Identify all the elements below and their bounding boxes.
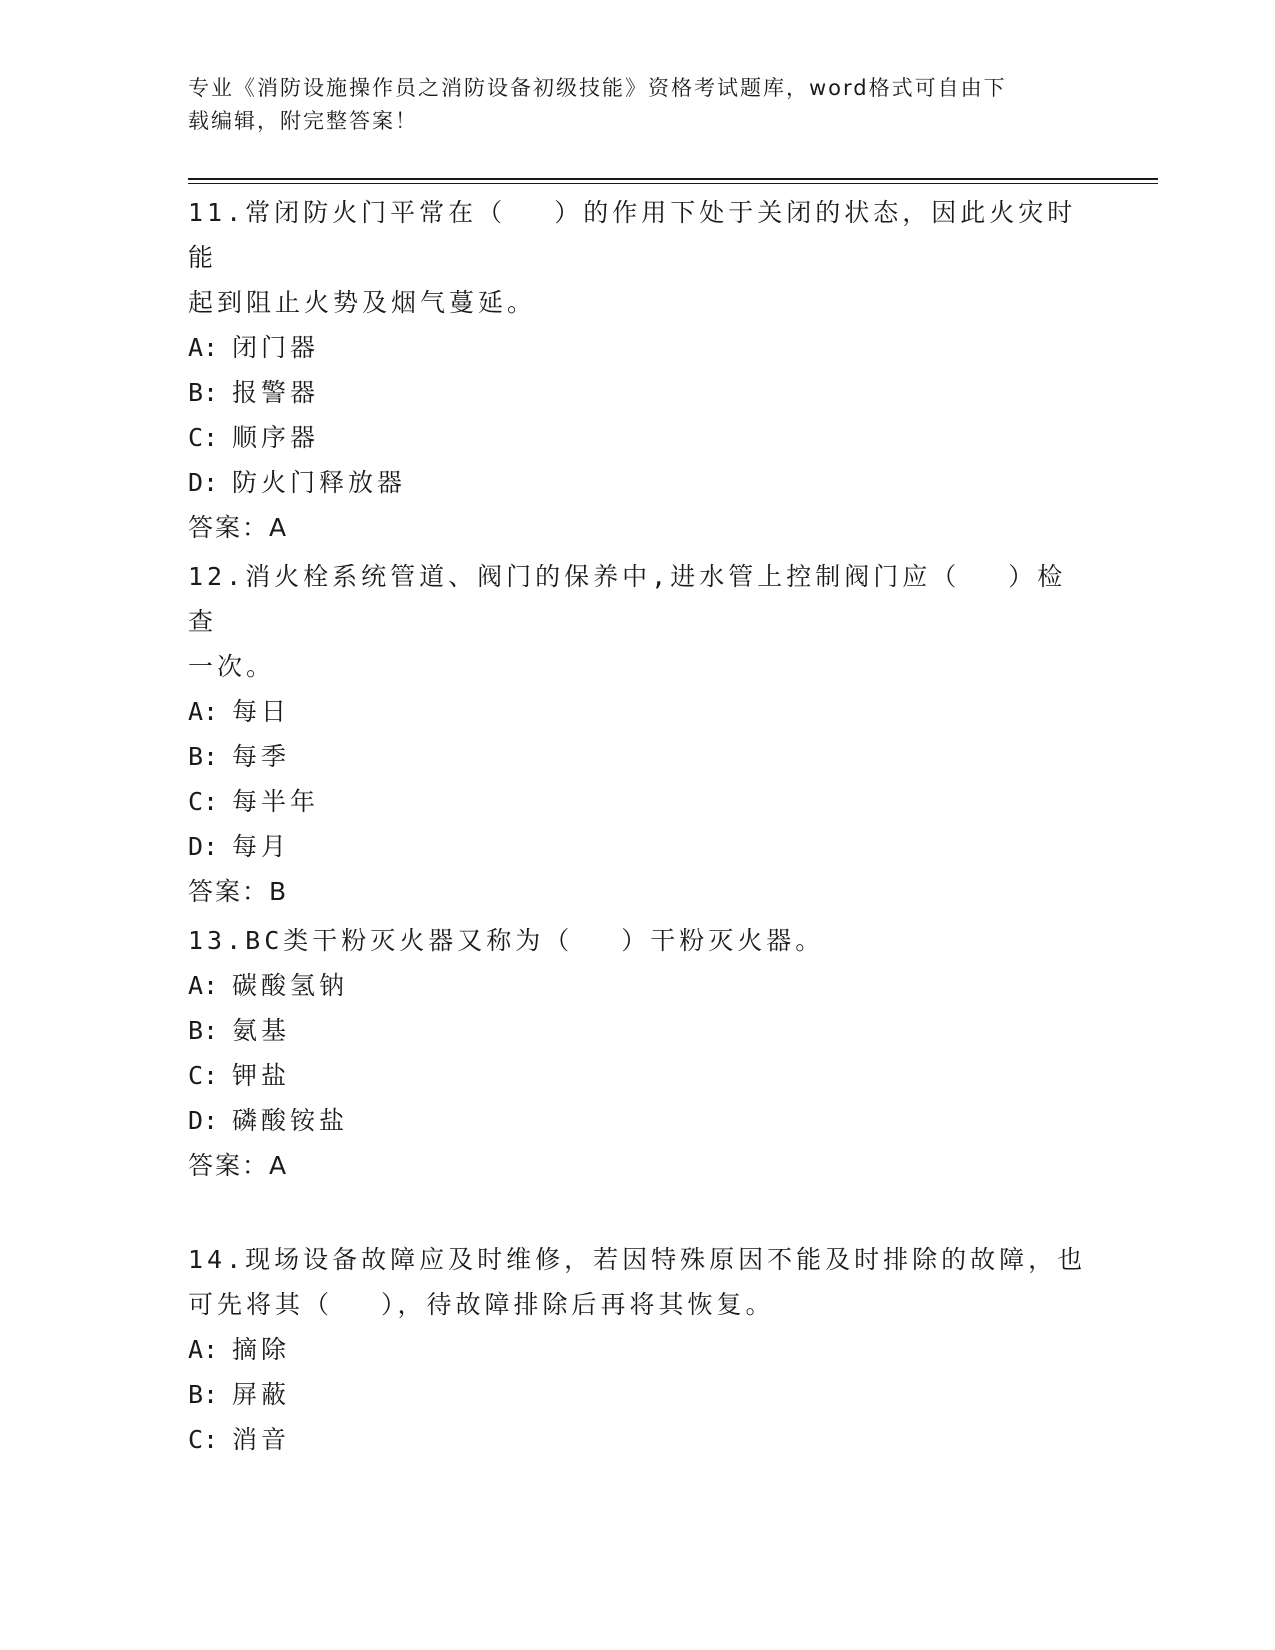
question-stem-line: 11.常闭防火门平常在（ ）的作用下处于关闭的状态，因此火灾时能 bbox=[188, 198, 1077, 272]
answer-line: 答案：A bbox=[188, 513, 289, 542]
option-key: D: bbox=[188, 832, 219, 861]
option-c bbox=[188, 415, 1088, 460]
option-key: A: bbox=[188, 971, 219, 1000]
header-line-1: 专业《消防设施操作员之消防设备初级技能》资格考试题库，word格式可自由下 bbox=[188, 76, 1007, 100]
option-text: 屏蔽 bbox=[232, 1380, 291, 1409]
option-text: 碳酸氢钠 bbox=[232, 971, 349, 1000]
option-a bbox=[188, 1327, 1088, 1372]
document-header bbox=[188, 72, 1068, 138]
option-key: B: bbox=[188, 1016, 219, 1045]
option-c bbox=[188, 1417, 1088, 1462]
header-divider-thin bbox=[188, 183, 1158, 184]
question-stem-line: 可先将其（ ），待故障排除后再将其恢复。 bbox=[188, 1290, 775, 1319]
question-stem-line: 一次。 bbox=[188, 652, 276, 681]
option-key: B: bbox=[188, 742, 219, 771]
option-key: A: bbox=[188, 333, 219, 362]
question-stem-line: 14.现场设备故障应及时维修，若因特殊原因不能及时排除的故障，也 bbox=[188, 1245, 1087, 1274]
option-text: 每半年 bbox=[232, 787, 320, 816]
question-13 bbox=[188, 918, 1088, 1188]
option-text: 消音 bbox=[232, 1425, 291, 1454]
option-key: C: bbox=[188, 787, 219, 816]
question-stem-line: 12.消火栓系统管道、阀门的保养中,进水管上控制阀门应（ ）检查 bbox=[188, 562, 1067, 636]
option-a bbox=[188, 963, 1088, 1008]
option-key: A: bbox=[188, 697, 219, 726]
option-b bbox=[188, 1372, 1088, 1417]
header-line-2: 载编辑，附完整答案！ bbox=[188, 109, 418, 133]
question-stem-line: 13.BC类干粉灭火器又称为（ ）干粉灭火器。 bbox=[188, 926, 825, 955]
option-text: 氨基 bbox=[232, 1016, 291, 1045]
question-stem-line: 起到阻止火势及烟气蔓延。 bbox=[188, 288, 537, 317]
option-b bbox=[188, 1008, 1088, 1053]
option-key: B: bbox=[188, 1380, 219, 1409]
option-text: 闭门器 bbox=[232, 333, 320, 362]
option-key: D: bbox=[188, 1106, 219, 1135]
option-key: D: bbox=[188, 468, 219, 497]
question-11 bbox=[188, 190, 1088, 550]
option-text: 每月 bbox=[232, 832, 291, 861]
option-text: 顺序器 bbox=[232, 423, 320, 452]
option-a bbox=[188, 689, 1088, 734]
option-text: 钾盐 bbox=[232, 1061, 291, 1090]
answer-line: 答案：A bbox=[188, 1151, 289, 1180]
option-b bbox=[188, 370, 1088, 415]
header-divider-thick bbox=[188, 178, 1158, 180]
option-d bbox=[188, 1098, 1088, 1143]
option-key: C: bbox=[188, 1061, 219, 1090]
option-d bbox=[188, 460, 1088, 505]
option-c bbox=[188, 779, 1088, 824]
option-text: 磷酸铵盐 bbox=[232, 1106, 349, 1135]
option-b bbox=[188, 734, 1088, 779]
question-14 bbox=[188, 1237, 1088, 1462]
option-text: 摘除 bbox=[232, 1335, 291, 1364]
option-c bbox=[188, 1053, 1088, 1098]
option-key: C: bbox=[188, 1425, 219, 1454]
option-key: B: bbox=[188, 378, 219, 407]
option-text: 防火门释放器 bbox=[232, 468, 407, 497]
option-d bbox=[188, 824, 1088, 869]
option-key: C: bbox=[188, 423, 219, 452]
option-key: A: bbox=[188, 1335, 219, 1364]
option-text: 每季 bbox=[232, 742, 291, 771]
option-a bbox=[188, 325, 1088, 370]
answer-line: 答案：B bbox=[188, 877, 289, 906]
option-text: 报警器 bbox=[232, 378, 320, 407]
option-text: 每日 bbox=[232, 697, 291, 726]
question-12 bbox=[188, 554, 1088, 914]
